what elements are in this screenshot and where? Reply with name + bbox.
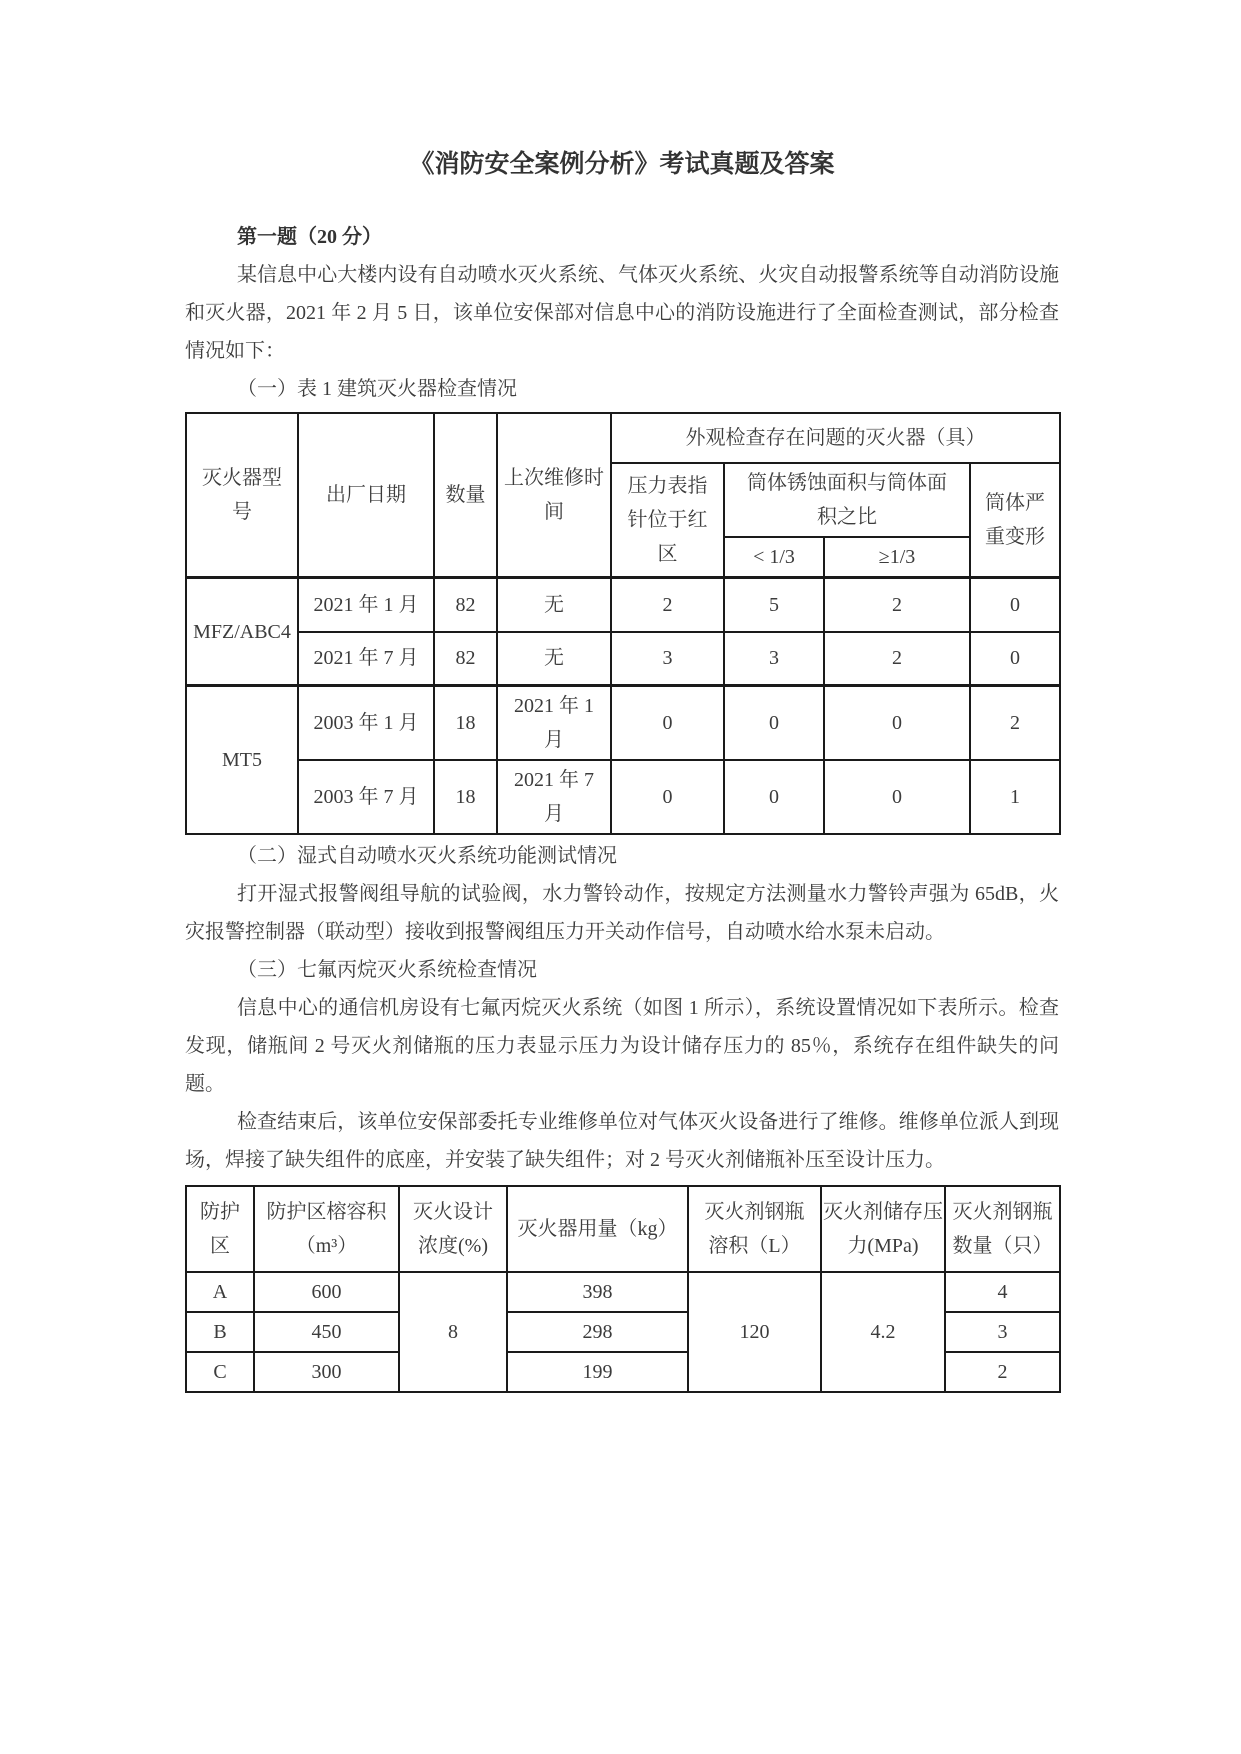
- t2-cell-cylinder-volume: 120: [688, 1272, 821, 1392]
- t2-cell-agent-amount: 199: [507, 1352, 688, 1392]
- t1-header-lt-one-third: < 1/3: [724, 537, 824, 578]
- t1-header-last-maintenance: 上次维修时间: [497, 413, 611, 578]
- section-3-paragraph-1: 信息中心的通信机房设有七氟丙烷灭火系统（如图 1 所示），系统设置情况如下表所示。检查发现，储瓶间 2 号灭火剂储瓶的压力表显示压力为设计储存压力的 85％，系统存在组件缺失的问题。: [185, 997, 1059, 1095]
- t1-cell-deform: 2: [970, 686, 1060, 761]
- t1-cell-red: 3: [611, 632, 724, 686]
- t1-header-row-1: [186, 413, 1060, 463]
- table-row: [186, 632, 1060, 686]
- t1-cell-lt: 0: [724, 686, 824, 761]
- t1-cell-maint: 2021 年 1 月: [497, 686, 611, 761]
- t1-cell-qty: 18: [434, 760, 497, 834]
- t1-cell-red: 0: [611, 760, 724, 834]
- t1-cell-date: 2021 年 7 月: [298, 632, 434, 686]
- t2-cell-design-concentration: 8: [399, 1272, 507, 1392]
- t1-header-severe-deform: 筒体严重变形: [970, 463, 1060, 578]
- t2-header-zone: 防护区: [186, 1186, 254, 1272]
- t1-cell-model: MFZ/ABC4: [186, 578, 298, 686]
- t1-cell-maint: 无: [497, 632, 611, 686]
- t1-header-pressure-red-zone: 压力表指针位于红区: [611, 463, 724, 578]
- t2-cell-cylinder-count: 3: [945, 1312, 1060, 1352]
- table-row: [186, 760, 1060, 834]
- t1-cell-lt: 0: [724, 760, 824, 834]
- t2-cell-cylinder-count: 2: [945, 1352, 1060, 1392]
- section-3-label: （三）七氟丙烷灭火系统检查情况: [237, 959, 537, 981]
- question-heading: 第一题（20 分）: [237, 226, 382, 248]
- t2-cell-zone: C: [186, 1352, 254, 1392]
- t2-header-row: [186, 1186, 1060, 1272]
- section-2-label: （二）湿式自动喷水灭火系统功能测试情况: [237, 845, 617, 867]
- section-3-paragraph-2: 检查结束后，该单位安保部委托专业维修单位对气体灭火设备进行了维修。维修单位派人到现场，焊接了缺失组件的底座，并安装了缺失组件；对 2 号灭火剂储瓶补压至设计压力。: [185, 1111, 1059, 1171]
- t1-header-rust-ratio: 筒体锈蚀面积与筒体面积之比: [724, 463, 970, 537]
- intro-paragraph: 某信息中心大楼内设有自动喷水灭火系统、气体灭火系统、火灾自动报警系统等自动消防设施和灭火器，2021 年 2 月 5 日，该单位安保部对信息中心的消防设施进行了全面检查测试，部分检查情况如下：: [185, 264, 1059, 362]
- t1-cell-date: 2021 年 1 月: [298, 578, 434, 632]
- t2-header-storage-pressure: 灭火剂储存压力(MPa): [821, 1186, 945, 1272]
- t1-header-ge-one-third: ≥1/3: [824, 537, 970, 578]
- t1-cell-lt: 3: [724, 632, 824, 686]
- t1-cell-ge: 2: [824, 632, 970, 686]
- t2-header-agent-amount: 灭火器用量（kg）: [507, 1186, 688, 1272]
- t1-cell-maint: 无: [497, 578, 611, 632]
- section-1-label: （一）表 1 建筑灭火器检查情况: [237, 378, 517, 400]
- t1-header-quantity: 数量: [434, 413, 497, 578]
- table-row: [186, 578, 1060, 632]
- t1-cell-qty: 82: [434, 578, 497, 632]
- t2-cell-cylinder-count: 4: [945, 1272, 1060, 1312]
- t1-cell-model: MT5: [186, 686, 298, 835]
- t1-cell-qty: 18: [434, 686, 497, 761]
- t1-header-factory-date: 出厂日期: [298, 413, 434, 578]
- t2-cell-storage-pressure: 4.2: [821, 1272, 945, 1392]
- section-2-paragraph: 打开湿式报警阀组导航的试验阀，水力警铃动作，按规定方法测量水力警铃声强为 65dB，火灾报警控制器（联动型）接收到报警阀组压力开关动作信号，自动喷水给水泵未启动。: [185, 883, 1059, 943]
- t1-cell-deform: 0: [970, 632, 1060, 686]
- t2-cell-zone: B: [186, 1312, 254, 1352]
- t1-cell-lt: 5: [724, 578, 824, 632]
- table-row: [186, 1272, 1060, 1312]
- t2-cell-zone: A: [186, 1272, 254, 1312]
- t2-cell-net-volume: 300: [254, 1352, 399, 1392]
- extinguisher-inspection-table: [185, 412, 1061, 835]
- t1-cell-maint: 2021 年 7 月: [497, 760, 611, 834]
- t2-header-design-concentration: 灭火设计浓度(%): [399, 1186, 507, 1272]
- t1-cell-ge: 0: [824, 686, 970, 761]
- t2-header-cylinder-volume: 灭火剂钢瓶溶积（L）: [688, 1186, 821, 1272]
- t1-cell-date: 2003 年 7 月: [298, 760, 434, 834]
- t1-cell-deform: 0: [970, 578, 1060, 632]
- t1-header-appearance-group: 外观检查存在问题的灭火器（具）: [611, 413, 1060, 463]
- t1-header-model: 灭火器型号: [186, 413, 298, 578]
- t2-cell-net-volume: 600: [254, 1272, 399, 1312]
- t1-cell-qty: 82: [434, 632, 497, 686]
- t2-header-net-volume: 防护区榕容积（m³）: [254, 1186, 399, 1272]
- t1-cell-ge: 0: [824, 760, 970, 834]
- hfc227ea-system-table: [185, 1185, 1061, 1393]
- t1-cell-red: 0: [611, 686, 724, 761]
- t2-cell-agent-amount: 398: [507, 1272, 688, 1312]
- t2-header-cylinder-count: 灭火剂钢瓶数量（只）: [945, 1186, 1060, 1272]
- t2-cell-net-volume: 450: [254, 1312, 399, 1352]
- t2-cell-agent-amount: 298: [507, 1312, 688, 1352]
- t1-cell-deform: 1: [970, 760, 1060, 834]
- t1-cell-red: 2: [611, 578, 724, 632]
- document-title: 《消防安全案例分析》考试真题及答案: [409, 151, 835, 178]
- table-row: [186, 686, 1060, 761]
- t1-cell-ge: 2: [824, 578, 970, 632]
- t1-cell-date: 2003 年 1 月: [298, 686, 434, 761]
